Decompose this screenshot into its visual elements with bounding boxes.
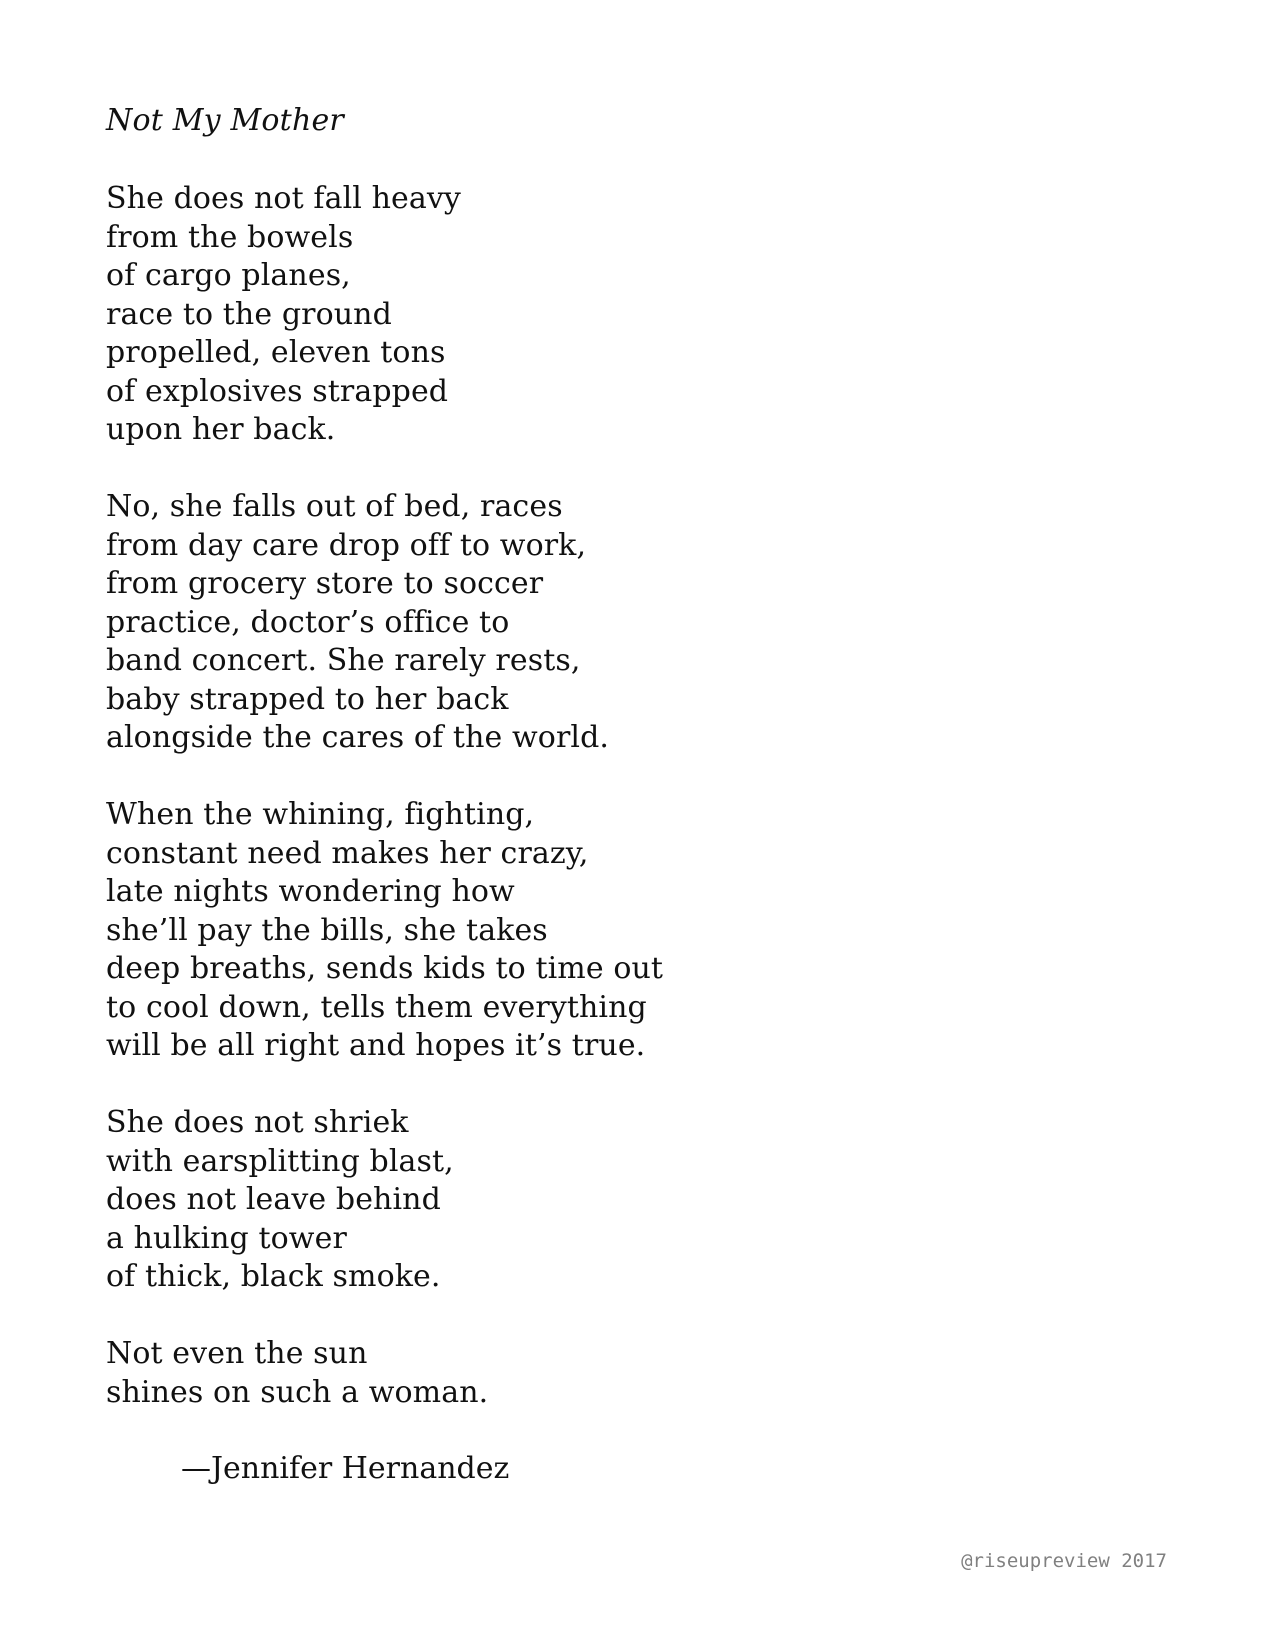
poem-line: from day care drop off to work, [106,527,587,563]
poem-line: constant need makes her crazy, [106,835,589,871]
poem-line: deep breaths, sends kids to time out [106,951,664,986]
stanza-1 [106,180,663,450]
copyright-footer: @riseupreview 2017 [961,1550,1167,1572]
poem-line: upon her back. [106,412,336,447]
poem-line: of thick, black smoke. [106,1259,441,1294]
stanza-2 [106,488,663,758]
stanza-3 [106,796,663,1066]
poem-line: will be all right and hopes it’s true. [106,1028,646,1063]
poem-line: to cool down, tells them everything [106,989,647,1025]
poem-line: race to the ground [106,296,392,332]
poem-line: practice, doctor’s office to [106,604,510,640]
poem-line: with earsplitting blast, [106,1143,454,1179]
poem-line: of explosives strapped [106,373,449,409]
poem-line: Not even the sun [106,1336,368,1371]
poem-line: shines on such a woman. [106,1374,489,1410]
poem-line: she’ll pay the bills, she takes [106,912,548,948]
poem-line: a hulking tower [106,1220,347,1256]
poem-line: No, she falls out of bed, races [106,489,563,524]
stanza-5 [106,1335,663,1412]
poem-line: late nights wondering how [106,874,515,909]
poem-line: from the bowels [106,219,354,255]
poem-line: She does not shriek [106,1105,409,1140]
poem-body [106,180,663,1451]
poem-line: baby strapped to her back [106,681,509,717]
poem-line: When the whining, fighting, [106,797,535,832]
stanza-4 [106,1104,663,1297]
poem-line: alongside the cares of the world. [106,720,610,755]
poem-line: does not leave behind [106,1182,441,1217]
poem-line: She does not fall heavy [106,181,461,216]
poem-line: from grocery store to soccer [106,566,544,601]
author-byline: —Jennifer Hernandez [181,1451,510,1486]
poem-line: band concert. She rarely rests, [106,643,581,678]
poem-line: propelled, eleven tons [106,335,446,370]
poem-line: of cargo planes, [106,258,351,293]
poem-title: Not My Mother [106,103,344,138]
